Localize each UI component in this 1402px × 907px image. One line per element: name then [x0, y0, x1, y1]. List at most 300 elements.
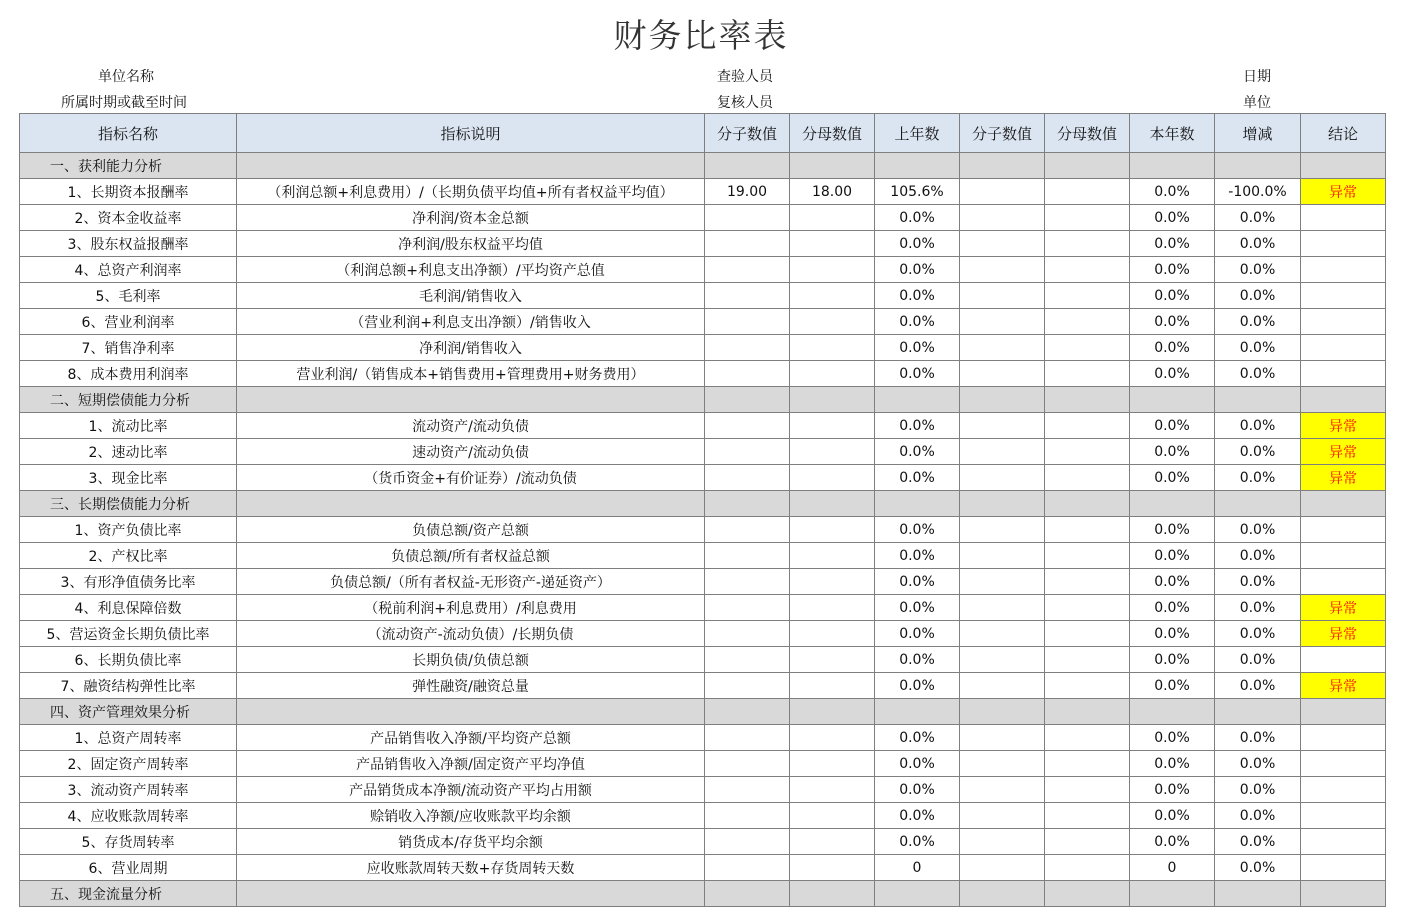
cell-indicator-name: 2、产权比率	[20, 543, 237, 569]
cell-prev-denominator	[790, 673, 875, 699]
cell-conclusion	[1301, 335, 1386, 361]
cell-prev-year: 0.0%	[875, 621, 960, 647]
section-empty-cell	[705, 881, 790, 907]
cell-prev-numerator	[705, 673, 790, 699]
cell-prev-year: 0.0%	[875, 231, 960, 257]
table-row	[20, 543, 1386, 569]
section-title: 二、短期偿债能力分析	[20, 387, 237, 413]
cell-change: 0.0%	[1215, 231, 1301, 257]
section-empty-cell	[237, 881, 705, 907]
cell-curr-year: 0.0%	[1130, 465, 1215, 491]
cell-curr-denominator	[1045, 361, 1130, 387]
cell-description: （利润总额+利息支出净额）/平均资产总值	[237, 257, 705, 283]
period-label: 所属时期或截至时间	[61, 95, 187, 111]
cell-conclusion	[1301, 803, 1386, 829]
cell-curr-denominator	[1045, 673, 1130, 699]
table-row	[20, 569, 1386, 595]
cell-prev-denominator	[790, 231, 875, 257]
section-empty-cell	[960, 153, 1045, 179]
cell-indicator-name: 5、存货周转率	[20, 829, 237, 855]
cell-change: 0.0%	[1215, 803, 1301, 829]
table-row	[20, 439, 1386, 465]
cell-description: 营业利润/（销售成本+销售费用+管理费用+财务费用）	[237, 361, 705, 387]
section-empty-cell	[1301, 387, 1386, 413]
cell-curr-denominator	[1045, 803, 1130, 829]
cell-change: 0.0%	[1215, 855, 1301, 881]
section-empty-cell	[1301, 699, 1386, 725]
section-empty-cell	[1215, 387, 1301, 413]
cell-prev-year: 0.0%	[875, 283, 960, 309]
cell-change: 0.0%	[1215, 517, 1301, 543]
section-empty-cell	[1215, 699, 1301, 725]
table-row	[20, 335, 1386, 361]
cell-curr-year: 0.0%	[1130, 231, 1215, 257]
cell-prev-year: 0.0%	[875, 543, 960, 569]
cell-description: 负债总额/（所有者权益-无形资产-递延资产）	[237, 569, 705, 595]
cell-conclusion	[1301, 205, 1386, 231]
section-empty-cell	[237, 491, 705, 517]
cell-change: 0.0%	[1215, 777, 1301, 803]
section-empty-cell	[1301, 491, 1386, 517]
section-empty-cell	[1045, 153, 1130, 179]
section-row	[20, 491, 1386, 517]
cell-conclusion-warning: 异常	[1301, 465, 1386, 491]
section-empty-cell	[1215, 881, 1301, 907]
cell-prev-denominator	[790, 257, 875, 283]
cell-curr-year: 0.0%	[1130, 829, 1215, 855]
cell-prev-numerator	[705, 439, 790, 465]
col-header-description: 指标说明	[237, 114, 705, 153]
section-empty-cell	[1130, 491, 1215, 517]
section-empty-cell	[790, 881, 875, 907]
cell-description: （货币资金+有价证券）/流动负债	[237, 465, 705, 491]
table-row	[20, 283, 1386, 309]
cell-description: 产品销售收入净额/平均资产总额	[237, 725, 705, 751]
cell-description: （利润总额+利息费用）/（长期负债平均值+所有者权益平均值）	[237, 179, 705, 205]
cell-prev-numerator	[705, 595, 790, 621]
table-row	[20, 725, 1386, 751]
unit-name-label: 单位名称	[98, 69, 154, 85]
cell-prev-year: 0.0%	[875, 361, 960, 387]
col-header-curr-numerator: 分子数值	[960, 114, 1045, 153]
cell-description: 产品销售收入净额/固定资产平均净值	[237, 751, 705, 777]
cell-curr-denominator	[1045, 179, 1130, 205]
cell-indicator-name: 4、应收账款周转率	[20, 803, 237, 829]
cell-change: 0.0%	[1215, 543, 1301, 569]
cell-description: 速动资产/流动负债	[237, 439, 705, 465]
table-row	[20, 621, 1386, 647]
cell-curr-year: 0.0%	[1130, 543, 1215, 569]
cell-conclusion	[1301, 725, 1386, 751]
cell-curr-year: 0.0%	[1130, 673, 1215, 699]
cell-prev-year: 0.0%	[875, 413, 960, 439]
cell-change: 0.0%	[1215, 283, 1301, 309]
cell-curr-denominator	[1045, 751, 1130, 777]
cell-prev-year: 0.0%	[875, 751, 960, 777]
cell-prev-numerator	[705, 803, 790, 829]
table-row	[20, 751, 1386, 777]
cell-indicator-name: 2、固定资产周转率	[20, 751, 237, 777]
cell-prev-year: 0.0%	[875, 335, 960, 361]
cell-description: 产品销货成本净额/流动资产平均占用额	[237, 777, 705, 803]
col-header-prev-denominator: 分母数值	[790, 114, 875, 153]
section-title: 三、长期偿债能力分析	[20, 491, 237, 517]
cell-curr-denominator	[1045, 725, 1130, 751]
section-empty-cell	[1130, 699, 1215, 725]
cell-indicator-name: 3、流动资产周转率	[20, 777, 237, 803]
cell-prev-numerator	[705, 647, 790, 673]
section-empty-cell	[875, 881, 960, 907]
cell-curr-numerator	[960, 569, 1045, 595]
section-empty-cell	[875, 699, 960, 725]
cell-prev-year: 0.0%	[875, 829, 960, 855]
cell-prev-numerator	[705, 855, 790, 881]
cell-curr-year: 0.0%	[1130, 361, 1215, 387]
cell-prev-numerator	[705, 335, 790, 361]
cell-prev-denominator	[790, 465, 875, 491]
cell-indicator-name: 5、毛利率	[20, 283, 237, 309]
cell-prev-numerator	[705, 361, 790, 387]
cell-curr-denominator	[1045, 335, 1130, 361]
cell-description: 弹性融资/融资总量	[237, 673, 705, 699]
cell-prev-numerator	[705, 725, 790, 751]
cell-change: -100.0%	[1215, 179, 1301, 205]
cell-conclusion	[1301, 855, 1386, 881]
cell-indicator-name: 2、资本金收益率	[20, 205, 237, 231]
cell-description: 长期负债/负债总额	[237, 647, 705, 673]
cell-curr-numerator	[960, 179, 1045, 205]
cell-curr-numerator	[960, 725, 1045, 751]
cell-change: 0.0%	[1215, 569, 1301, 595]
table-row	[20, 803, 1386, 829]
cell-curr-year: 0.0%	[1130, 335, 1215, 361]
cell-prev-year: 105.6%	[875, 179, 960, 205]
col-header-prev-numerator: 分子数值	[705, 114, 790, 153]
cell-prev-numerator	[705, 621, 790, 647]
cell-prev-numerator	[705, 829, 790, 855]
cell-prev-denominator	[790, 309, 875, 335]
unit-label: 单位	[1243, 95, 1271, 111]
cell-curr-denominator	[1045, 439, 1130, 465]
cell-prev-year: 0.0%	[875, 647, 960, 673]
section-empty-cell	[1045, 491, 1130, 517]
cell-prev-denominator	[790, 647, 875, 673]
cell-prev-denominator	[790, 543, 875, 569]
col-header-prev-year: 上年数	[875, 114, 960, 153]
cell-change: 0.0%	[1215, 361, 1301, 387]
cell-curr-year: 0.0%	[1130, 257, 1215, 283]
cell-description: 赊销收入净额/应收账款平均余额	[237, 803, 705, 829]
cell-curr-denominator	[1045, 829, 1130, 855]
section-empty-cell	[960, 387, 1045, 413]
cell-curr-year: 0.0%	[1130, 205, 1215, 231]
cell-change: 0.0%	[1215, 257, 1301, 283]
section-title: 一、获利能力分析	[20, 153, 237, 179]
section-empty-cell	[705, 153, 790, 179]
cell-description: 净利润/资本金总额	[237, 205, 705, 231]
cell-curr-numerator	[960, 413, 1045, 439]
cell-conclusion	[1301, 777, 1386, 803]
checker-label: 查验人员	[717, 69, 773, 85]
cell-change: 0.0%	[1215, 647, 1301, 673]
table-row	[20, 673, 1386, 699]
table-row	[20, 361, 1386, 387]
section-empty-cell	[1301, 881, 1386, 907]
col-header-curr-year: 本年数	[1130, 114, 1215, 153]
cell-indicator-name: 7、销售净利率	[20, 335, 237, 361]
cell-curr-denominator	[1045, 309, 1130, 335]
cell-prev-year: 0.0%	[875, 309, 960, 335]
cell-indicator-name: 7、融资结构弹性比率	[20, 673, 237, 699]
cell-indicator-name: 1、资产负债比率	[20, 517, 237, 543]
cell-change: 0.0%	[1215, 309, 1301, 335]
section-empty-cell	[1215, 153, 1301, 179]
table-row	[20, 413, 1386, 439]
cell-prev-numerator	[705, 309, 790, 335]
section-empty-cell	[960, 881, 1045, 907]
cell-curr-numerator	[960, 829, 1045, 855]
cell-indicator-name: 4、利息保障倍数	[20, 595, 237, 621]
cell-curr-year: 0	[1130, 855, 1215, 881]
cell-curr-numerator	[960, 231, 1045, 257]
cell-curr-numerator	[960, 439, 1045, 465]
section-empty-cell	[1130, 387, 1215, 413]
cell-prev-numerator	[705, 205, 790, 231]
cell-curr-numerator	[960, 621, 1045, 647]
cell-prev-numerator	[705, 751, 790, 777]
section-row	[20, 881, 1386, 907]
header-row	[20, 114, 1386, 153]
cell-curr-year: 0.0%	[1130, 803, 1215, 829]
col-header-curr-denominator: 分母数值	[1045, 114, 1130, 153]
cell-conclusion	[1301, 569, 1386, 595]
cell-conclusion-warning: 异常	[1301, 439, 1386, 465]
section-title: 四、资产管理效果分析	[20, 699, 237, 725]
section-empty-cell	[705, 387, 790, 413]
cell-curr-denominator	[1045, 465, 1130, 491]
cell-curr-denominator	[1045, 517, 1130, 543]
cell-conclusion	[1301, 231, 1386, 257]
cell-prev-numerator: 19.00	[705, 179, 790, 205]
table-row	[20, 205, 1386, 231]
cell-prev-denominator	[790, 725, 875, 751]
cell-description: 应收账款周转天数+存货周转天数	[237, 855, 705, 881]
cell-indicator-name: 8、成本费用利润率	[20, 361, 237, 387]
col-header-conclusion: 结论	[1301, 114, 1386, 153]
cell-description: （营业利润+利息支出净额）/销售收入	[237, 309, 705, 335]
cell-prev-denominator	[790, 595, 875, 621]
cell-prev-denominator	[790, 413, 875, 439]
cell-prev-year: 0.0%	[875, 517, 960, 543]
col-header-indicator-name: 指标名称	[20, 114, 237, 153]
section-empty-cell	[790, 491, 875, 517]
section-empty-cell	[875, 491, 960, 517]
cell-prev-year: 0.0%	[875, 439, 960, 465]
cell-description: 流动资产/流动负债	[237, 413, 705, 439]
cell-prev-numerator	[705, 283, 790, 309]
cell-prev-denominator	[790, 517, 875, 543]
cell-change: 0.0%	[1215, 413, 1301, 439]
section-empty-cell	[1045, 699, 1130, 725]
section-row	[20, 699, 1386, 725]
cell-prev-year: 0.0%	[875, 673, 960, 699]
cell-change: 0.0%	[1215, 725, 1301, 751]
cell-description: 销货成本/存货平均余额	[237, 829, 705, 855]
cell-curr-numerator	[960, 465, 1045, 491]
table-row	[20, 179, 1386, 205]
cell-prev-denominator	[790, 569, 875, 595]
cell-change: 0.0%	[1215, 439, 1301, 465]
section-empty-cell	[705, 491, 790, 517]
section-row	[20, 387, 1386, 413]
cell-curr-denominator	[1045, 647, 1130, 673]
cell-prev-numerator	[705, 517, 790, 543]
table-row	[20, 855, 1386, 881]
section-empty-cell	[960, 699, 1045, 725]
cell-prev-denominator: 18.00	[790, 179, 875, 205]
section-empty-cell	[1130, 881, 1215, 907]
cell-curr-denominator	[1045, 569, 1130, 595]
cell-prev-year: 0.0%	[875, 777, 960, 803]
cell-curr-denominator	[1045, 621, 1130, 647]
cell-description: （税前利润+利息费用）/利息费用	[237, 595, 705, 621]
page-title: 财务比率表	[613, 16, 789, 55]
cell-conclusion-warning: 异常	[1301, 621, 1386, 647]
cell-curr-numerator	[960, 595, 1045, 621]
section-title: 五、现金流量分析	[20, 881, 237, 907]
cell-prev-numerator	[705, 257, 790, 283]
cell-prev-denominator	[790, 803, 875, 829]
table-row	[20, 257, 1386, 283]
cell-prev-denominator	[790, 335, 875, 361]
cell-description: 毛利润/销售收入	[237, 283, 705, 309]
section-empty-cell	[1130, 153, 1215, 179]
cell-curr-denominator	[1045, 413, 1130, 439]
cell-prev-year: 0.0%	[875, 569, 960, 595]
cell-indicator-name: 1、流动比率	[20, 413, 237, 439]
cell-curr-year: 0.0%	[1130, 621, 1215, 647]
cell-indicator-name: 3、有形净值债务比率	[20, 569, 237, 595]
reviewer-label: 复核人员	[717, 95, 773, 111]
table-row	[20, 777, 1386, 803]
cell-curr-numerator	[960, 647, 1045, 673]
cell-conclusion	[1301, 257, 1386, 283]
table-body	[20, 153, 1386, 907]
table-row	[20, 517, 1386, 543]
section-empty-cell	[1215, 491, 1301, 517]
cell-description: 净利润/销售收入	[237, 335, 705, 361]
cell-indicator-name: 3、股东权益报酬率	[20, 231, 237, 257]
cell-change: 0.0%	[1215, 595, 1301, 621]
cell-curr-denominator	[1045, 595, 1130, 621]
cell-curr-denominator	[1045, 257, 1130, 283]
section-empty-cell	[237, 699, 705, 725]
cell-prev-denominator	[790, 361, 875, 387]
table-row	[20, 309, 1386, 335]
section-row	[20, 153, 1386, 179]
section-empty-cell	[1301, 153, 1386, 179]
cell-curr-year: 0.0%	[1130, 517, 1215, 543]
cell-prev-year: 0.0%	[875, 205, 960, 231]
table-row	[20, 829, 1386, 855]
section-empty-cell	[237, 153, 705, 179]
cell-curr-year: 0.0%	[1130, 569, 1215, 595]
cell-prev-numerator	[705, 413, 790, 439]
table-row	[20, 465, 1386, 491]
cell-curr-denominator	[1045, 855, 1130, 881]
cell-prev-numerator	[705, 777, 790, 803]
cell-prev-denominator	[790, 751, 875, 777]
cell-prev-year: 0	[875, 855, 960, 881]
section-empty-cell	[705, 699, 790, 725]
cell-change: 0.0%	[1215, 751, 1301, 777]
cell-curr-numerator	[960, 335, 1045, 361]
cell-conclusion-warning: 异常	[1301, 595, 1386, 621]
cell-prev-denominator	[790, 777, 875, 803]
cell-indicator-name: 3、现金比率	[20, 465, 237, 491]
date-label: 日期	[1243, 69, 1271, 85]
cell-conclusion	[1301, 647, 1386, 673]
section-empty-cell	[790, 387, 875, 413]
cell-indicator-name: 6、营业周期	[20, 855, 237, 881]
cell-curr-numerator	[960, 205, 1045, 231]
cell-conclusion-warning: 异常	[1301, 413, 1386, 439]
cell-curr-year: 0.0%	[1130, 647, 1215, 673]
section-empty-cell	[960, 491, 1045, 517]
cell-indicator-name: 6、营业利润率	[20, 309, 237, 335]
cell-conclusion	[1301, 309, 1386, 335]
cell-curr-year: 0.0%	[1130, 439, 1215, 465]
cell-prev-year: 0.0%	[875, 803, 960, 829]
cell-conclusion	[1301, 829, 1386, 855]
cell-prev-numerator	[705, 569, 790, 595]
cell-curr-denominator	[1045, 205, 1130, 231]
cell-curr-numerator	[960, 673, 1045, 699]
cell-prev-numerator	[705, 465, 790, 491]
cell-curr-year: 0.0%	[1130, 751, 1215, 777]
cell-prev-numerator	[705, 543, 790, 569]
cell-indicator-name: 5、营运资金长期负债比率	[20, 621, 237, 647]
cell-prev-numerator	[705, 231, 790, 257]
cell-description: 净利润/股东权益平均值	[237, 231, 705, 257]
cell-curr-numerator	[960, 855, 1045, 881]
cell-prev-denominator	[790, 439, 875, 465]
section-empty-cell	[790, 699, 875, 725]
cell-indicator-name: 1、总资产周转率	[20, 725, 237, 751]
cell-conclusion	[1301, 361, 1386, 387]
cell-change: 0.0%	[1215, 465, 1301, 491]
cell-conclusion-warning: 异常	[1301, 179, 1386, 205]
section-empty-cell	[1045, 387, 1130, 413]
cell-curr-numerator	[960, 543, 1045, 569]
cell-conclusion-warning: 异常	[1301, 673, 1386, 699]
cell-prev-year: 0.0%	[875, 257, 960, 283]
section-empty-cell	[237, 387, 705, 413]
cell-curr-year: 0.0%	[1130, 283, 1215, 309]
cell-change: 0.0%	[1215, 621, 1301, 647]
cell-curr-numerator	[960, 361, 1045, 387]
cell-curr-numerator	[960, 309, 1045, 335]
cell-curr-denominator	[1045, 231, 1130, 257]
cell-curr-numerator	[960, 803, 1045, 829]
cell-prev-year: 0.0%	[875, 725, 960, 751]
cell-curr-denominator	[1045, 543, 1130, 569]
cell-prev-year: 0.0%	[875, 595, 960, 621]
cell-indicator-name: 4、总资产利润率	[20, 257, 237, 283]
cell-description: 负债总额/所有者权益总额	[237, 543, 705, 569]
cell-change: 0.0%	[1215, 829, 1301, 855]
cell-conclusion	[1301, 517, 1386, 543]
